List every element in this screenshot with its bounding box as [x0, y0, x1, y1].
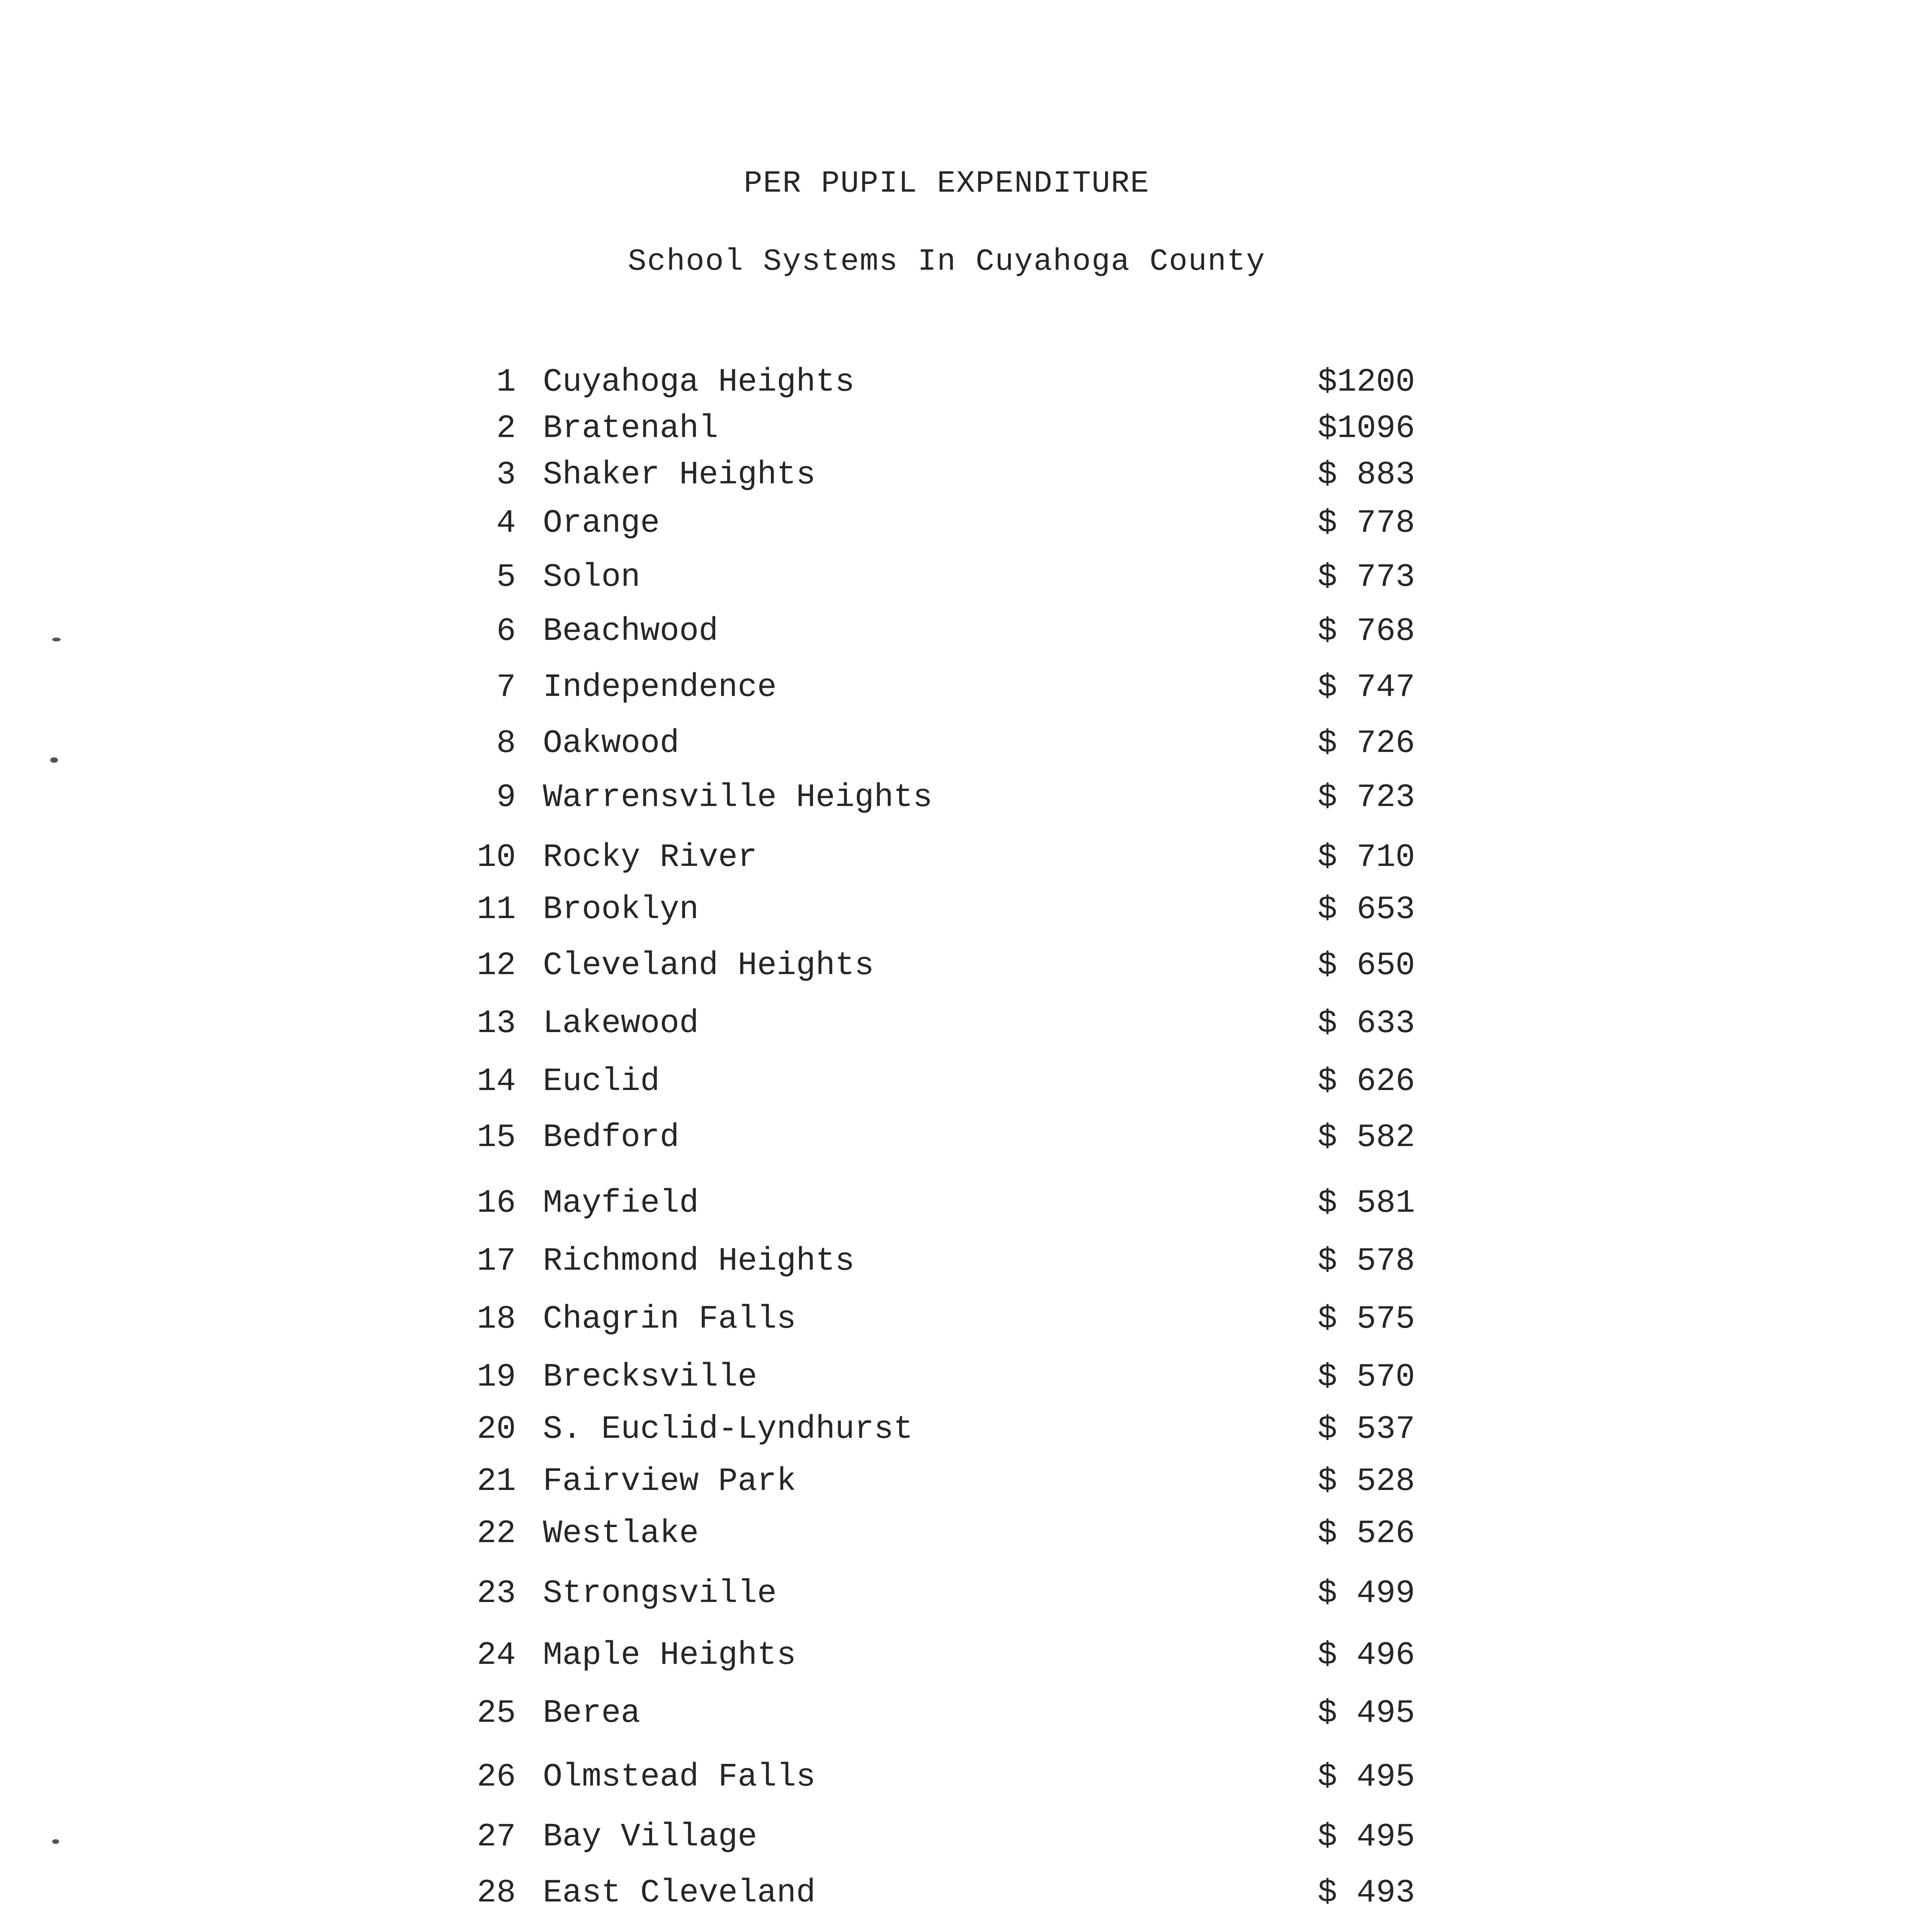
table-row — [454, 1511, 1443, 1557]
row-school-system: Warrensville Heights — [543, 779, 933, 816]
table-row — [454, 943, 1443, 989]
row-school-system: Oakwood — [543, 725, 679, 762]
table-row — [454, 359, 1443, 406]
row-rank: 3 — [496, 457, 516, 493]
row-expenditure: $ 778 — [1318, 505, 1415, 542]
row-expenditure: $ 747 — [1318, 669, 1415, 706]
row-rank: 20 — [477, 1411, 516, 1448]
row-rank: 6 — [496, 613, 516, 650]
row-expenditure: $ 626 — [1318, 1063, 1415, 1100]
table-row — [454, 1754, 1443, 1801]
row-school-system: Mayfield — [543, 1185, 699, 1222]
row-school-system: S. Euclid-Lyndhurst — [543, 1411, 913, 1448]
row-rank: 1 — [496, 364, 516, 401]
table-row — [454, 554, 1443, 601]
row-rank: 12 — [477, 947, 516, 984]
row-expenditure: $ 495 — [1318, 1695, 1415, 1732]
table-row — [454, 1571, 1443, 1617]
row-school-system: Bratenahl — [543, 410, 718, 447]
row-rank: 9 — [496, 779, 516, 816]
row-rank: 28 — [477, 1875, 516, 1912]
row-rank: 14 — [477, 1063, 516, 1100]
row-rank: 17 — [477, 1243, 516, 1280]
table-row — [454, 1001, 1443, 1047]
expenditure-table — [454, 359, 1443, 1932]
row-expenditure: $1096 — [1318, 410, 1415, 447]
table-row — [454, 1059, 1443, 1105]
table-row — [454, 721, 1443, 767]
table-row — [454, 887, 1443, 933]
table-row — [454, 1870, 1443, 1917]
table-row — [454, 1459, 1443, 1505]
row-expenditure: $ 493 — [1318, 1875, 1415, 1912]
row-school-system: East Cleveland — [543, 1875, 816, 1912]
row-rank: 5 — [496, 559, 516, 596]
row-expenditure: $ 723 — [1318, 779, 1415, 816]
row-expenditure: $ 570 — [1318, 1359, 1415, 1396]
row-expenditure: $ 495 — [1318, 1759, 1415, 1796]
row-rank: 8 — [496, 725, 516, 762]
row-rank: 15 — [477, 1119, 516, 1156]
row-expenditure: $1200 — [1318, 364, 1415, 401]
table-row — [454, 775, 1443, 821]
table-row — [454, 406, 1443, 452]
row-school-system: Fairview Park — [543, 1463, 796, 1500]
row-expenditure: $ 495 — [1318, 1819, 1415, 1855]
row-rank: 4 — [496, 505, 516, 542]
row-expenditure: $ 633 — [1318, 1005, 1415, 1042]
row-school-system: Rocky River — [543, 839, 757, 876]
row-expenditure: $ 768 — [1318, 613, 1415, 650]
row-expenditure: $ 653 — [1318, 891, 1415, 928]
row-school-system: Strongsville — [543, 1575, 777, 1612]
row-school-system: Shaker Heights — [543, 457, 816, 493]
row-expenditure: $ 575 — [1318, 1301, 1415, 1338]
row-rank: 21 — [477, 1463, 516, 1500]
row-school-system: Brooklyn — [543, 891, 699, 928]
row-school-system: Bedford — [543, 1119, 679, 1156]
table-row — [454, 1814, 1443, 1861]
table-row — [454, 835, 1443, 881]
row-school-system: Richmond Heights — [543, 1243, 855, 1280]
row-expenditure: $ 582 — [1318, 1119, 1415, 1156]
row-expenditure: $ 528 — [1318, 1463, 1415, 1500]
table-row — [454, 1633, 1443, 1679]
row-school-system: Orange — [543, 505, 660, 542]
table-row — [454, 665, 1443, 711]
row-expenditure: $ 773 — [1318, 559, 1415, 596]
row-school-system: Cleveland Heights — [543, 947, 874, 984]
table-row — [454, 1115, 1443, 1161]
row-school-system: Bay Village — [543, 1819, 757, 1855]
row-expenditure: $ 650 — [1318, 947, 1415, 984]
row-rank: 24 — [477, 1637, 516, 1674]
row-rank: 19 — [477, 1359, 516, 1396]
row-school-system: Berea — [543, 1695, 641, 1732]
row-rank: 25 — [477, 1695, 516, 1732]
row-school-system: Beachwood — [543, 613, 718, 650]
table-row — [454, 1406, 1443, 1453]
row-rank: 23 — [477, 1575, 516, 1612]
row-rank: 16 — [477, 1185, 516, 1222]
row-rank: 18 — [477, 1301, 516, 1338]
row-school-system: Westlake — [543, 1515, 699, 1552]
row-school-system: Cuyahoga Heights — [543, 364, 855, 401]
row-expenditure: $ 726 — [1318, 725, 1415, 762]
row-expenditure: $ 499 — [1318, 1575, 1415, 1612]
row-school-system: Solon — [543, 559, 641, 596]
table-row — [454, 500, 1443, 547]
row-school-system: Maple Heights — [543, 1637, 796, 1674]
row-expenditure: $ 578 — [1318, 1243, 1415, 1280]
table-row — [454, 1296, 1443, 1343]
row-rank: 27 — [477, 1819, 516, 1855]
row-expenditure: $ 581 — [1318, 1185, 1415, 1222]
row-rank: 26 — [477, 1759, 516, 1796]
page-subtitle: School Systems In Cuyahoga County — [628, 244, 1266, 279]
table-row — [454, 452, 1443, 498]
page-title: PER PUPIL EXPENDITURE — [743, 166, 1150, 201]
row-school-system: Lakewood — [543, 1005, 699, 1042]
row-expenditure: $ 710 — [1318, 839, 1415, 876]
scan-speck — [52, 638, 61, 641]
row-rank: 10 — [477, 839, 516, 876]
table-row — [454, 1180, 1443, 1227]
row-school-system: Brecksville — [543, 1359, 757, 1396]
table-row — [454, 1354, 1443, 1401]
table-row — [454, 609, 1443, 655]
scan-speck — [50, 757, 58, 763]
scan-speck — [52, 1839, 59, 1844]
row-rank: 11 — [477, 891, 516, 928]
row-school-system: Independence — [543, 669, 777, 706]
row-expenditure: $ 526 — [1318, 1515, 1415, 1552]
row-rank: 2 — [496, 410, 516, 447]
table-row — [454, 1690, 1443, 1737]
table-row — [454, 1238, 1443, 1285]
row-rank: 13 — [477, 1005, 516, 1042]
row-school-system: Olmstead Falls — [543, 1759, 816, 1796]
row-rank: 22 — [477, 1515, 516, 1552]
row-rank: 7 — [496, 669, 516, 706]
row-expenditure: $ 537 — [1318, 1411, 1415, 1448]
row-school-system: Chagrin Falls — [543, 1301, 796, 1338]
row-expenditure: $ 496 — [1318, 1637, 1415, 1674]
row-expenditure: $ 883 — [1318, 457, 1415, 493]
row-school-system: Euclid — [543, 1063, 660, 1100]
